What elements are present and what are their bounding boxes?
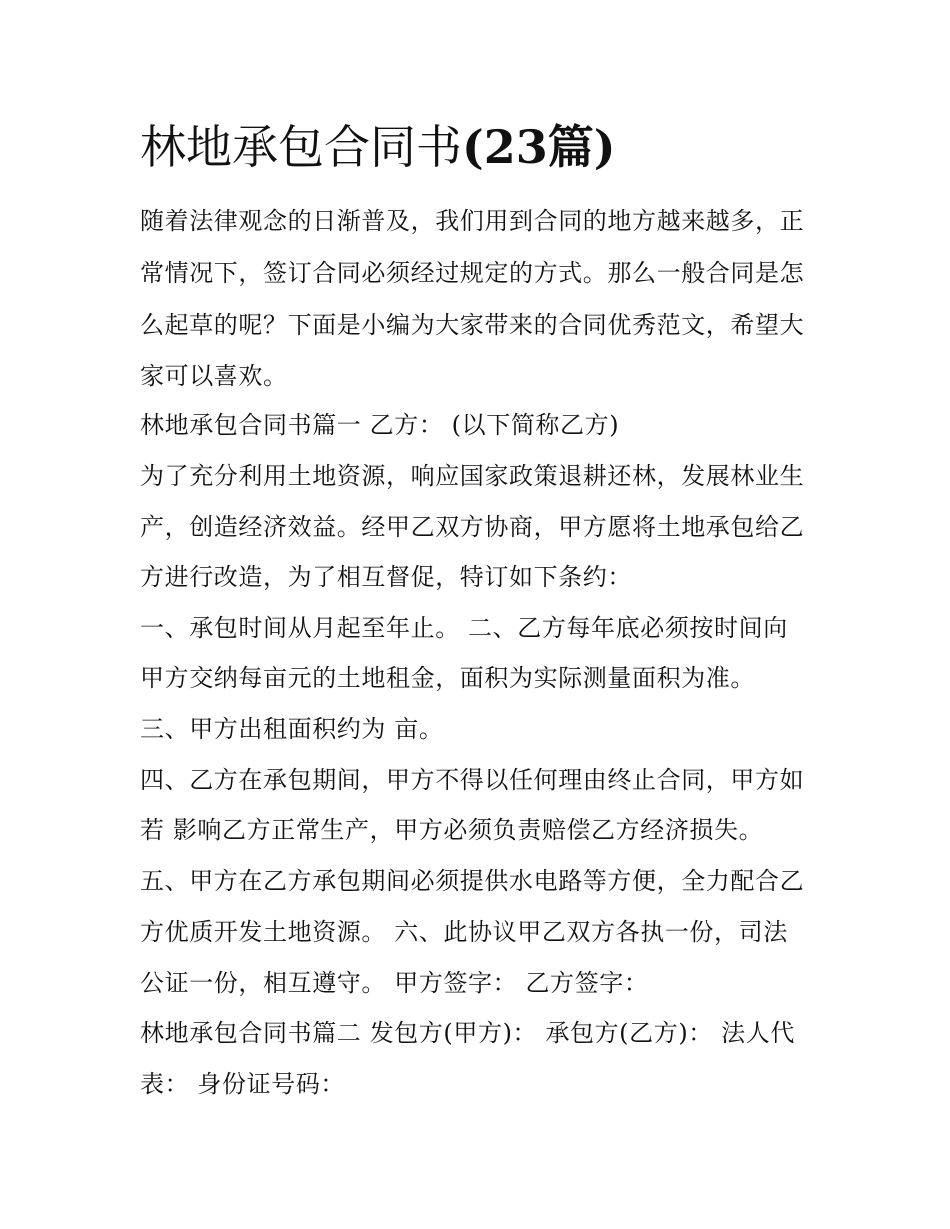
- intro-paragraph-line: 常情况下，签订合同必须经过规定的方式。那么一般合同是怎: [140, 259, 805, 287]
- document-title-main: 林地承包合同书: [140, 120, 462, 174]
- clause-line: 方优质开发土地资源。 六、此协议甲乙双方各执一份，司法: [140, 918, 788, 946]
- intro-paragraph-line: 家可以喜欢。: [140, 362, 288, 390]
- intro-paragraph-line: 随着法律观念的日渐普及，我们用到合同的地方越来越多，正: [140, 207, 805, 235]
- clause-line: 五、甲方在乙方承包期间必须提供水电路等方便，全力配合乙: [140, 867, 805, 895]
- body-paragraph-line: 产，创造经济效益。经甲乙双方协商，甲方愿将土地承包给乙: [140, 513, 805, 541]
- body-paragraph-line: 表： 身份证号码：: [140, 1070, 346, 1098]
- signature-line: 公证一份，相互遵守。 甲方签字： 乙方签字：: [140, 969, 649, 997]
- clause-line: 一、承包时间从月起至年止。 二、乙方每年底必须按时间向: [140, 614, 788, 642]
- document-title-suffix: (23篇): [462, 120, 616, 174]
- body-paragraph-line: 方进行改造，为了相互督促，特订如下条约：: [140, 563, 632, 591]
- clause-line: 四、乙方在承包期间，甲方不得以任何理由终止合同，甲方如: [140, 766, 805, 794]
- clause-line: 甲方交纳每亩元的土地租金，面积为实际测量面积为准。: [140, 664, 755, 692]
- clause-line: 若 影响乙方正常生产，甲方必须负责赔偿乙方经济损失。: [140, 816, 764, 844]
- document-title: [140, 116, 616, 178]
- section-heading-line: 林地承包合同书篇一 乙方： (以下简称乙方): [140, 411, 620, 439]
- body-paragraph-line: 为了充分利用土地资源，响应国家政策退耕还林，发展林业生: [140, 462, 805, 490]
- clause-line: 三、甲方出租面积约为 亩。: [140, 715, 444, 743]
- section-heading-line: 林地承包合同书篇二 发包方(甲方)： 承包方(乙方)： 法人代: [140, 1019, 795, 1047]
- intro-paragraph-line: 么起草的呢？下面是小编为大家带来的合同优秀范文，希望大: [140, 311, 805, 339]
